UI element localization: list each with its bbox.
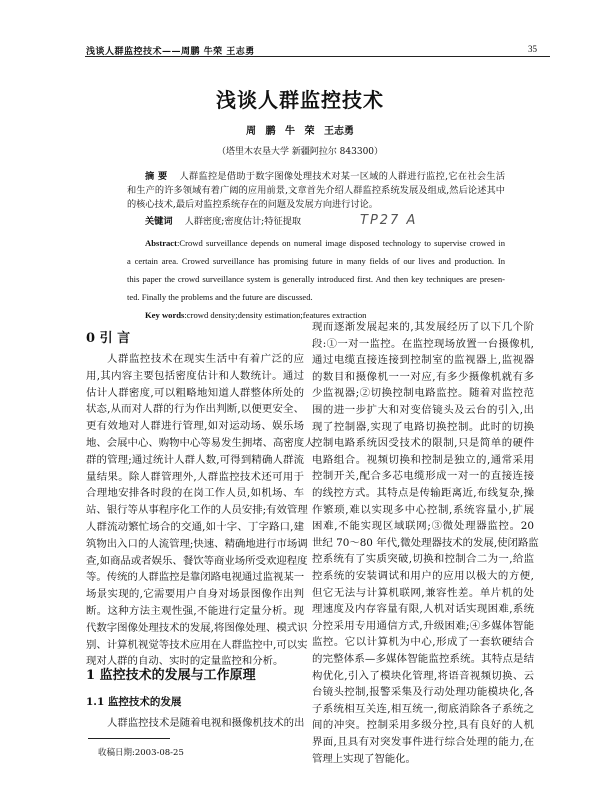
body-text-line: 筑物出入口的人流管理;快速、精确地进行市场调 bbox=[86, 537, 308, 550]
page-number: 35 bbox=[528, 44, 537, 54]
body-text-line: 现对人群的自动、实时的定量监控和分析。 bbox=[86, 655, 284, 668]
body-text-line: 世纪 70～80 年代,微处理器技术的发展,使闭路监 bbox=[312, 536, 539, 549]
body-text-line: 的线控方式。其特点是传输距离近,布线复杂,操 bbox=[312, 487, 534, 499]
body-text-line: 作繁琐,难以实现多中心控制,系统容量小,扩展 bbox=[312, 503, 534, 516]
body-text-line: 代数字图像处理技术的发展,将图像处理、模式识 bbox=[86, 621, 308, 634]
body-text-line: 估计人群密度,可以粗略地知道人群整体所处的 bbox=[86, 386, 304, 399]
abstract-cn-label: 摘 要 bbox=[145, 171, 168, 182]
body-text-line: 群的管理;通过统计人群人数,可得到精确人群流 bbox=[86, 453, 304, 466]
body-text-line: 站、银行等从事程序化工作的人员安排;有效管理 bbox=[86, 504, 308, 517]
body-text-line: 电路组合。视频切换和控制是独立的,通常采用 bbox=[312, 453, 534, 466]
body-text-line: 子系统相互关连,相互统一,彻底消除各子系统之 bbox=[312, 702, 534, 715]
body-text-line: 控系统有了实质突破,切换和控制合二为一,给监 bbox=[312, 553, 534, 566]
received-date: 收稿日期:2003-08-25 bbox=[98, 748, 184, 758]
body-text-line: 的完整体系—多媒体智能监控系统。其特点是结 bbox=[312, 653, 534, 665]
body-text-line: 但它无法与计算机联网,兼容性差。单片机的处 bbox=[312, 586, 534, 599]
body-text-line: 台镜头控制,报警采集及行动处理功能模块化,各 bbox=[312, 686, 534, 699]
body-text-line: 更有效地对人群进行管理,如对运动场、娱乐场 bbox=[86, 420, 304, 433]
abstract-en-line: Abstract:Crowd surveillance depends on numeral image disposed technology to supervise crowed in bbox=[145, 238, 505, 248]
body-text-line: 间的冲突。控制采用多级分控,具有良好的人机 bbox=[312, 719, 534, 732]
body-text-line: 监控。它以计算机为中心,形成了一套软硬结合 bbox=[312, 636, 534, 649]
body-text-line: 分控采用专用通信方式,升级困难;④多媒体智能 bbox=[312, 619, 534, 632]
abstract-cn-line: 摘 要 人群监控是借助于数字图像处理技术对某一区域的人群进行监控,它在社会生活 bbox=[145, 171, 506, 182]
abstract-en-line: a certain area. Crowed surveillance has promising future in many fields of our lives and production. In bbox=[127, 256, 505, 266]
section-1-1-heading: 1.1 监控技术的发展 bbox=[86, 696, 182, 708]
abstract-cn-line: 和生产的许多领域有着广阔的应用前景,文章首先介绍人群监控系统发展及组成,然后论述其中 bbox=[127, 185, 505, 196]
body-text-line: 等。传统的人群监控是靠闭路电视通过监视某一 bbox=[86, 571, 305, 584]
body-text-line: 控制开关,配合多芯电缆形成一对一的直接连接 bbox=[312, 470, 534, 483]
keywords-en-label: Key words bbox=[145, 310, 185, 320]
body-text-line: 界面,且具有对突发事件进行综合处理的能力,在 bbox=[312, 736, 534, 748]
body-text-line: 查,如商品或者娱乐、餐饮等商业场所受欢迎程度 bbox=[86, 554, 308, 567]
body-text-line: 理速度及内存容量有限,人机对话实现困难,系统 bbox=[312, 603, 534, 616]
body-text-line: 构优化,引入了模块化管理,将语音视频切换、云 bbox=[312, 669, 534, 682]
body-text-line: 人群监控技术在现实生活中有着广泛的应 bbox=[107, 353, 304, 365]
abstract-en-label: Abstract bbox=[145, 238, 177, 248]
body-text-line: 通过电缆直接连接到控制室的监视器上,监视器 bbox=[312, 354, 534, 367]
body-text-line: 围的进一步扩大和对变倍镜头及云台的引入,出 bbox=[312, 404, 534, 416]
body-text-line: 管理上实现了智能化。 bbox=[312, 752, 416, 765]
keywords-cn-label: 关键词 bbox=[145, 216, 173, 227]
handwritten-classification-note: TP27 A bbox=[360, 213, 418, 228]
keywords-cn: 关键词 人群密度;密度估计;特征提取 bbox=[145, 216, 302, 227]
body-text-line: 控系统的安装调试和用户的应用以极大的方便, bbox=[312, 570, 534, 582]
body-text-line: 状态,从而对人群的行为作出判断,以便更安全、 bbox=[86, 403, 304, 416]
affiliation: （塔里木农垦大学 新疆阿拉尔 843300） bbox=[216, 147, 384, 157]
header-rule bbox=[85, 56, 550, 57]
running-head: 浅谈人群监控技术——周鹏 牛荣 王志勇 bbox=[86, 47, 255, 57]
paper-title: 浅谈人群监控技术 bbox=[216, 88, 384, 112]
body-text-line: 用,其内容主要包括密度估计和人数统计。通过 bbox=[86, 369, 304, 382]
body-text-line: 量结果。除人群管理外,人群监控技术还可用于 bbox=[86, 470, 304, 483]
body-text-line: 别、计算机视觉等技术应用在人群监控中,可以实 bbox=[86, 638, 308, 651]
body-text-line: 段:①一对一监控。在监控现场放置一台摄像机, bbox=[312, 337, 534, 350]
body-text-line: 控制电路系统因受技术的限制,只是简单的硬件 bbox=[312, 437, 534, 450]
body-text-line: 的数目和摄像机一一对应,有多少摄像机就有多 bbox=[312, 370, 534, 383]
abstract-en-line: this paper the crowd surveillance system is generally introduced first. And then key techniques are presen- bbox=[127, 274, 505, 284]
body-text-line: 断。这种方法主观性强,不能进行定量分析。现 bbox=[86, 605, 304, 617]
body-text-line: 人群流动繁忙场合的交通,如十字、丁字路口,建 bbox=[86, 521, 304, 533]
abstract-en-line: ted. Finally the problems and the future are discussed. bbox=[127, 292, 313, 302]
section-0-heading: 0 引 言 bbox=[86, 331, 131, 346]
footnote-rule bbox=[88, 738, 170, 739]
body-text-line: 困难,不能实现区域联网;③微处理器监控。20 bbox=[312, 520, 534, 533]
body-text-line: 现了控制器,实现了电路切换控制。此时的切换 bbox=[312, 420, 534, 433]
body-text-line: 地、会展中心、购物中心等易发生拥堵、高密度人 bbox=[86, 437, 315, 449]
body-text-line: 合理地安排各时段的在岗工作人员,如机场、车 bbox=[86, 487, 304, 500]
keywords-en: Key words:crowd density;density estimation;features extraction bbox=[145, 310, 367, 320]
body-text-line: 人群监控技术是随着电视和摄像机技术的出 bbox=[107, 717, 305, 729]
abstract-cn-line: 的核心技术,最后对监控系统存在的问题及发展方向进行讨论。 bbox=[127, 199, 378, 210]
body-text-line: 少监视器;②切换控制电路监控。随着对监控范 bbox=[312, 387, 534, 400]
body-text-line: 场景实现的,它需要用户自身对场景图像作出判 bbox=[86, 588, 304, 601]
body-text-line: 现而逐渐发展起来的,其发展经历了以下几个阶 bbox=[312, 321, 534, 333]
section-1-heading: 1 监控技术的发展与工作原理 bbox=[86, 668, 256, 683]
authors: 周 鹏 牛 荣 王志勇 bbox=[246, 126, 354, 137]
